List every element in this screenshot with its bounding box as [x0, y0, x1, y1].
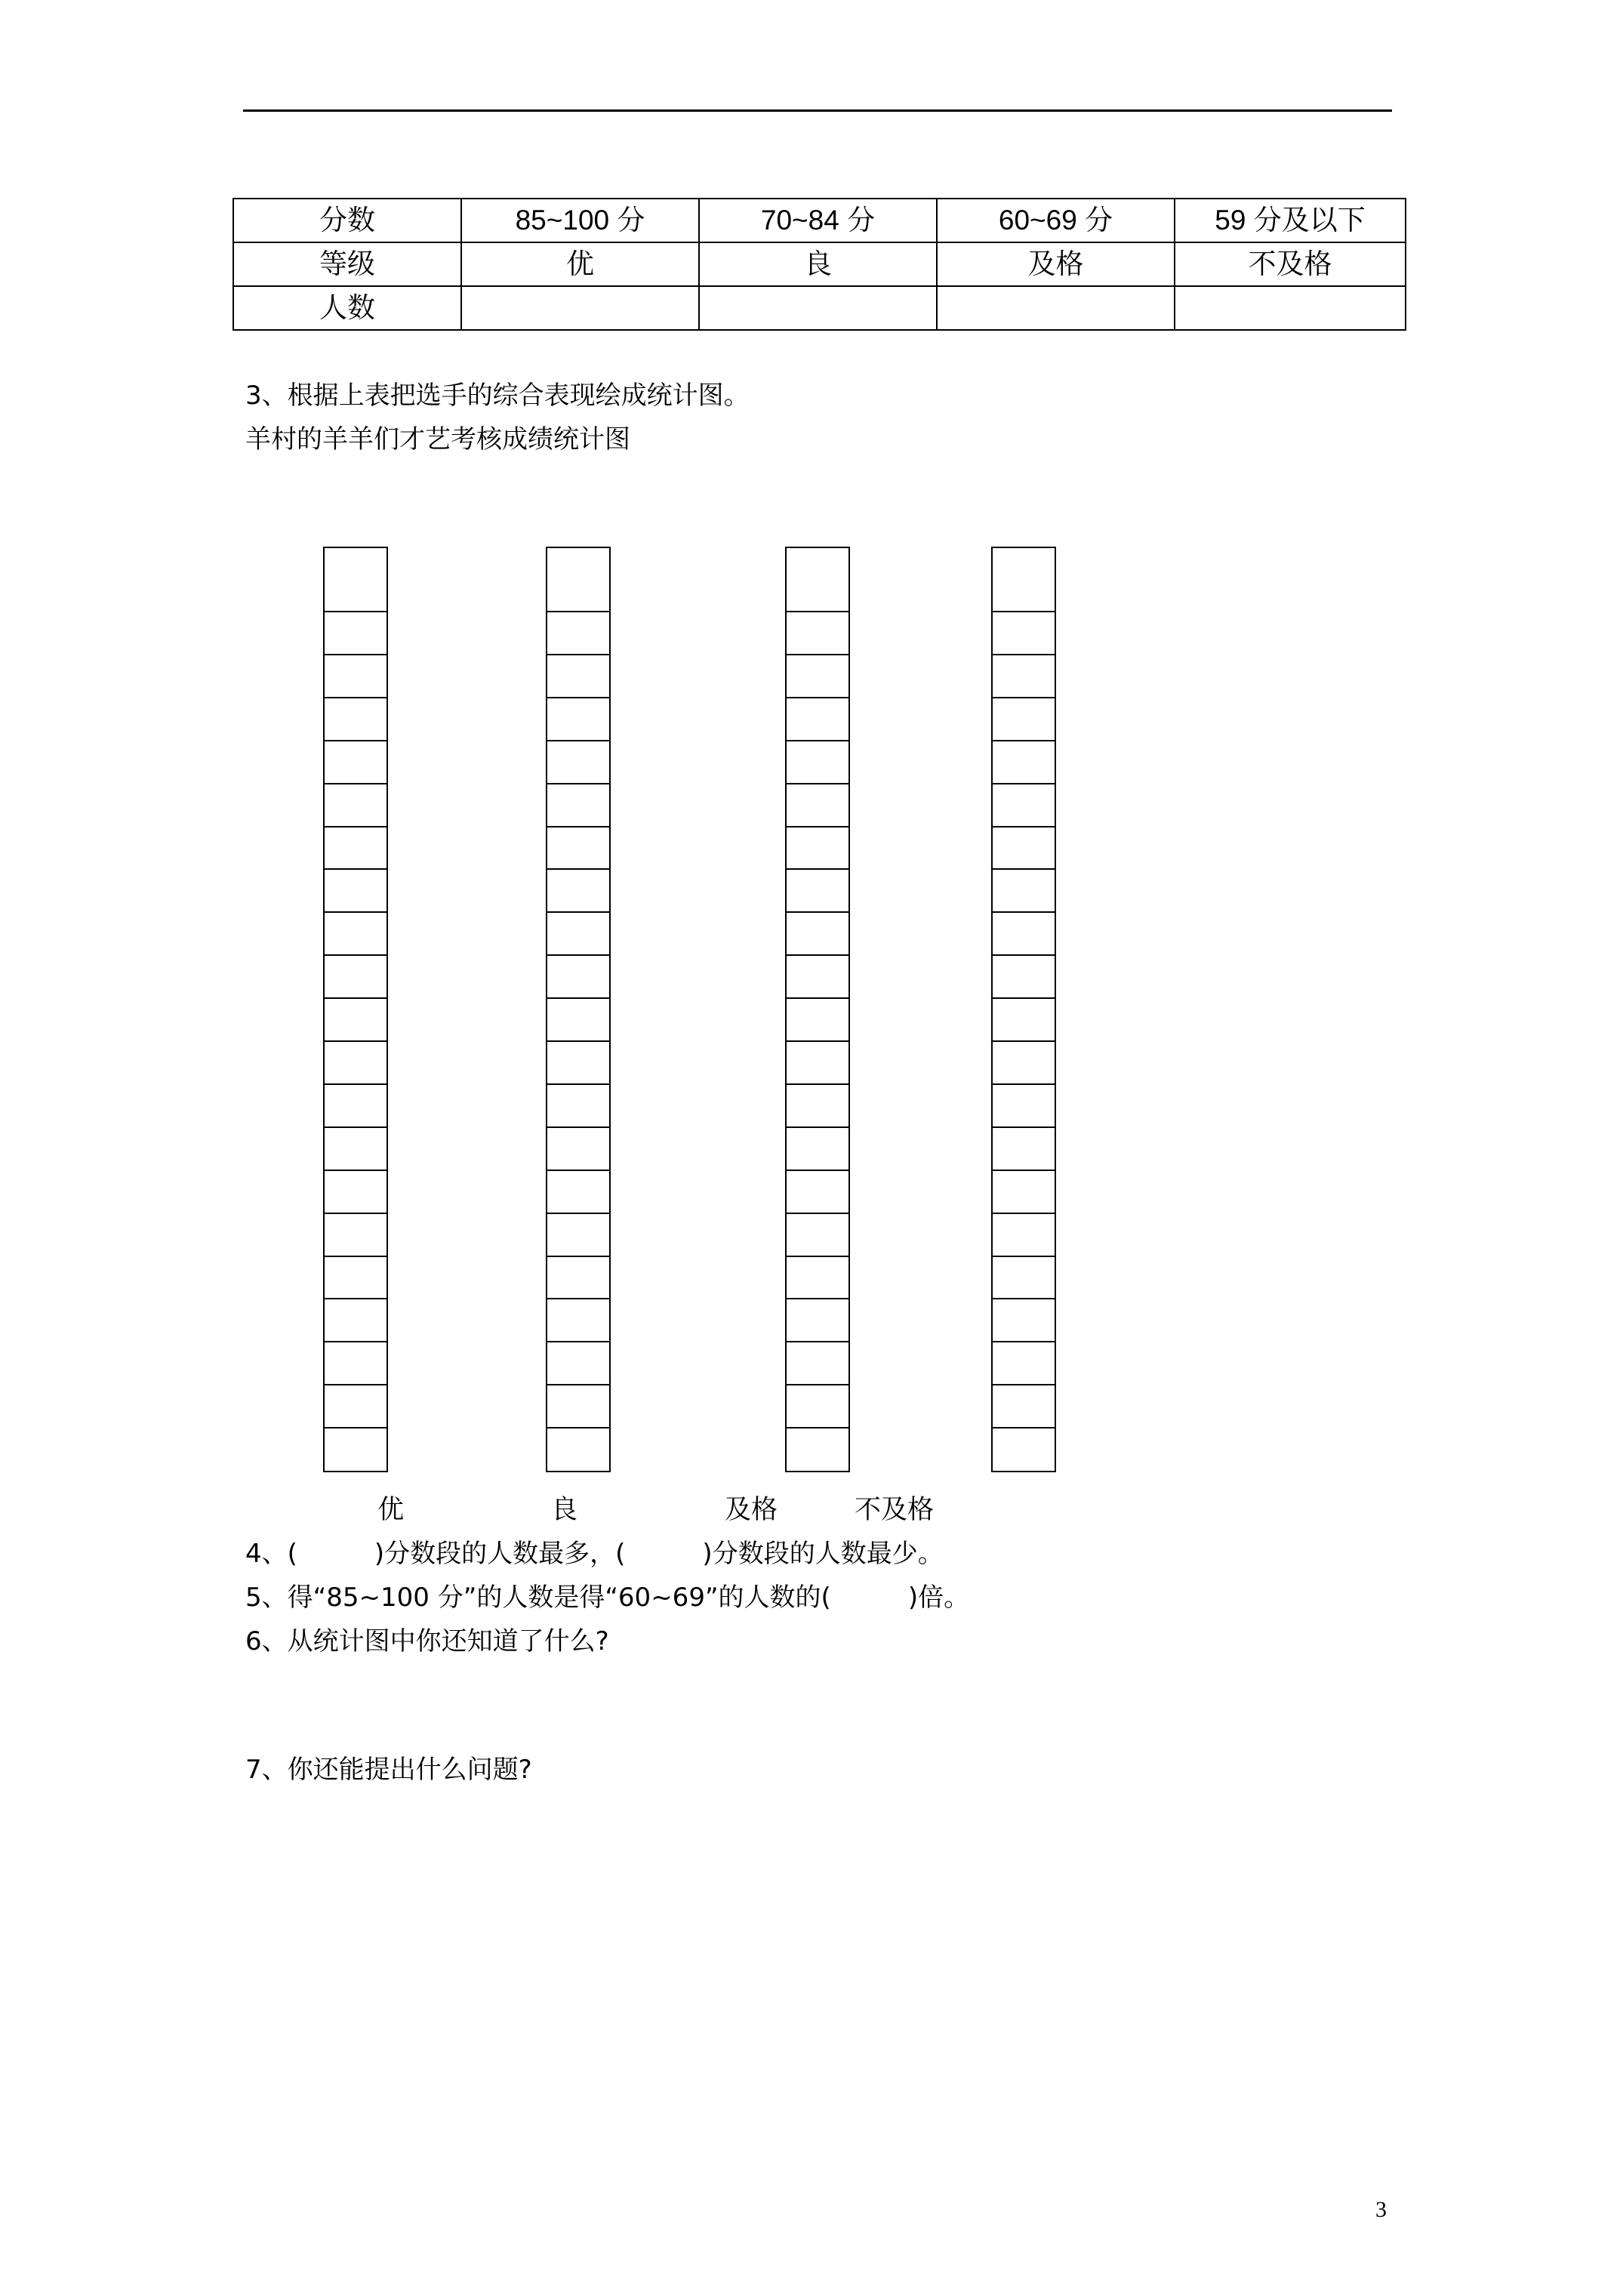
- grid-line: [325, 1126, 387, 1128]
- grid-line: [787, 1341, 848, 1342]
- grid-line: [547, 1298, 609, 1299]
- grid-line: [787, 611, 848, 612]
- grid-line: [547, 868, 609, 870]
- grid-line: [325, 1427, 387, 1428]
- grid-line: [547, 911, 609, 913]
- grid-line: [787, 1427, 848, 1428]
- header-rule: [243, 109, 1392, 112]
- grid-line: [787, 997, 848, 999]
- bar-column-pass[interactable]: [785, 547, 850, 1472]
- category-label: 及格: [725, 1495, 778, 1525]
- grid-line: [547, 654, 609, 655]
- bar-column-good[interactable]: [546, 547, 611, 1472]
- grid-line: [993, 697, 1055, 698]
- grid-line: [547, 997, 609, 999]
- table-row-header: 等级: [233, 242, 461, 286]
- answer-cell[interactable]: [1175, 286, 1406, 330]
- grid-line: [787, 1256, 848, 1257]
- grid-line: [325, 954, 387, 956]
- table-cell: 59 分及以下: [1175, 199, 1406, 242]
- grid-line: [787, 1384, 848, 1385]
- grid-line: [325, 1083, 387, 1085]
- question-3: 3、根据上表把选手的综合表现绘成统计图。: [245, 381, 750, 411]
- grid-line: [993, 1427, 1055, 1428]
- table-cell: 及格: [937, 242, 1175, 286]
- grid-line: [787, 911, 848, 913]
- grid-line: [325, 1213, 387, 1214]
- grid-line: [787, 697, 848, 698]
- grid-line: [547, 1256, 609, 1257]
- answer-cell[interactable]: [699, 286, 937, 330]
- grid-line: [787, 1213, 848, 1214]
- grid-line: [325, 826, 387, 827]
- score-table: [233, 198, 1406, 331]
- grid-line: [787, 826, 848, 827]
- grid-line: [993, 868, 1055, 870]
- grid-line: [547, 1384, 609, 1385]
- grid-line: [547, 740, 609, 741]
- table-cell: 60~69 分: [937, 199, 1175, 242]
- grid-line: [993, 954, 1055, 956]
- table-cell: 70~84 分: [699, 199, 937, 242]
- grid-line: [325, 1298, 387, 1299]
- table-cell: 85~100 分: [461, 199, 699, 242]
- grid-line: [993, 783, 1055, 784]
- answer-cell[interactable]: [937, 286, 1175, 330]
- table-row-grade: [233, 242, 1406, 286]
- grid-line: [993, 1256, 1055, 1257]
- grid-line: [787, 1298, 848, 1299]
- question-6: 6、从统计图中你还知道了什么?: [245, 1626, 609, 1657]
- grid-line: [547, 611, 609, 612]
- chart-title: 羊村的羊羊们才艺考核成绩统计图: [245, 424, 630, 455]
- grid-line: [325, 1341, 387, 1342]
- grid-line: [325, 1040, 387, 1042]
- grid-line: [993, 1126, 1055, 1128]
- grid-line: [787, 1040, 848, 1042]
- table-row-count: [233, 286, 1406, 330]
- grid-line: [993, 1040, 1055, 1042]
- category-label: 良: [551, 1495, 578, 1525]
- table-cell: 不及格: [1175, 242, 1406, 286]
- grid-line: [325, 911, 387, 913]
- grid-line: [993, 740, 1055, 741]
- category-label: 不及格: [855, 1495, 935, 1525]
- grid-line: [993, 1341, 1055, 1342]
- grid-line: [325, 1256, 387, 1257]
- grid-line: [787, 740, 848, 741]
- page-number: 3: [1375, 2197, 1387, 2222]
- grid-line: [787, 868, 848, 870]
- grid-line: [993, 826, 1055, 827]
- grid-line: [547, 954, 609, 956]
- grid-line: [787, 1170, 848, 1171]
- grid-line: [325, 654, 387, 655]
- bar-column-excellent[interactable]: [323, 547, 388, 1472]
- grid-line: [993, 1170, 1055, 1171]
- grid-line: [547, 1213, 609, 1214]
- grid-line: [325, 611, 387, 612]
- grid-line: [325, 1170, 387, 1171]
- grid-line: [993, 1083, 1055, 1085]
- grid-line: [787, 654, 848, 655]
- grid-line: [547, 1341, 609, 1342]
- question-5: 5、得“85~100 分”的人数是得“60~69”的人数的( )倍。: [245, 1583, 970, 1613]
- answer-cell[interactable]: [461, 286, 699, 330]
- grid-line: [787, 1126, 848, 1128]
- grid-line: [547, 826, 609, 827]
- grid-line: [547, 783, 609, 784]
- grid-line: [993, 654, 1055, 655]
- question-4: 4、( )分数段的人数最多，( )分数段的人数最少。: [245, 1539, 944, 1569]
- grid-line: [787, 954, 848, 956]
- grid-line: [993, 1298, 1055, 1299]
- grid-line: [325, 997, 387, 999]
- grid-line: [325, 783, 387, 784]
- grid-line: [787, 783, 848, 784]
- grid-line: [993, 911, 1055, 913]
- table-row-header: 人数: [233, 286, 461, 330]
- table-cell: 优: [461, 242, 699, 286]
- category-label: 优: [377, 1495, 405, 1525]
- grid-line: [325, 697, 387, 698]
- bar-column-fail[interactable]: [991, 547, 1056, 1472]
- grid-line: [993, 1213, 1055, 1214]
- grid-line: [547, 1170, 609, 1171]
- table-row-header: 分数: [233, 199, 461, 242]
- grid-line: [993, 1384, 1055, 1385]
- grid-line: [325, 868, 387, 870]
- grid-line: [547, 1040, 609, 1042]
- table-cell: 良: [699, 242, 937, 286]
- grid-line: [993, 997, 1055, 999]
- grid-line: [547, 697, 609, 698]
- grid-line: [325, 740, 387, 741]
- grid-line: [547, 1427, 609, 1428]
- grid-line: [325, 1384, 387, 1385]
- grid-line: [993, 611, 1055, 612]
- question-7: 7、你还能提出什么问题?: [245, 1755, 532, 1785]
- grid-line: [787, 1083, 848, 1085]
- grid-line: [547, 1126, 609, 1128]
- grid-line: [547, 1083, 609, 1085]
- table-row-score: [233, 199, 1406, 242]
